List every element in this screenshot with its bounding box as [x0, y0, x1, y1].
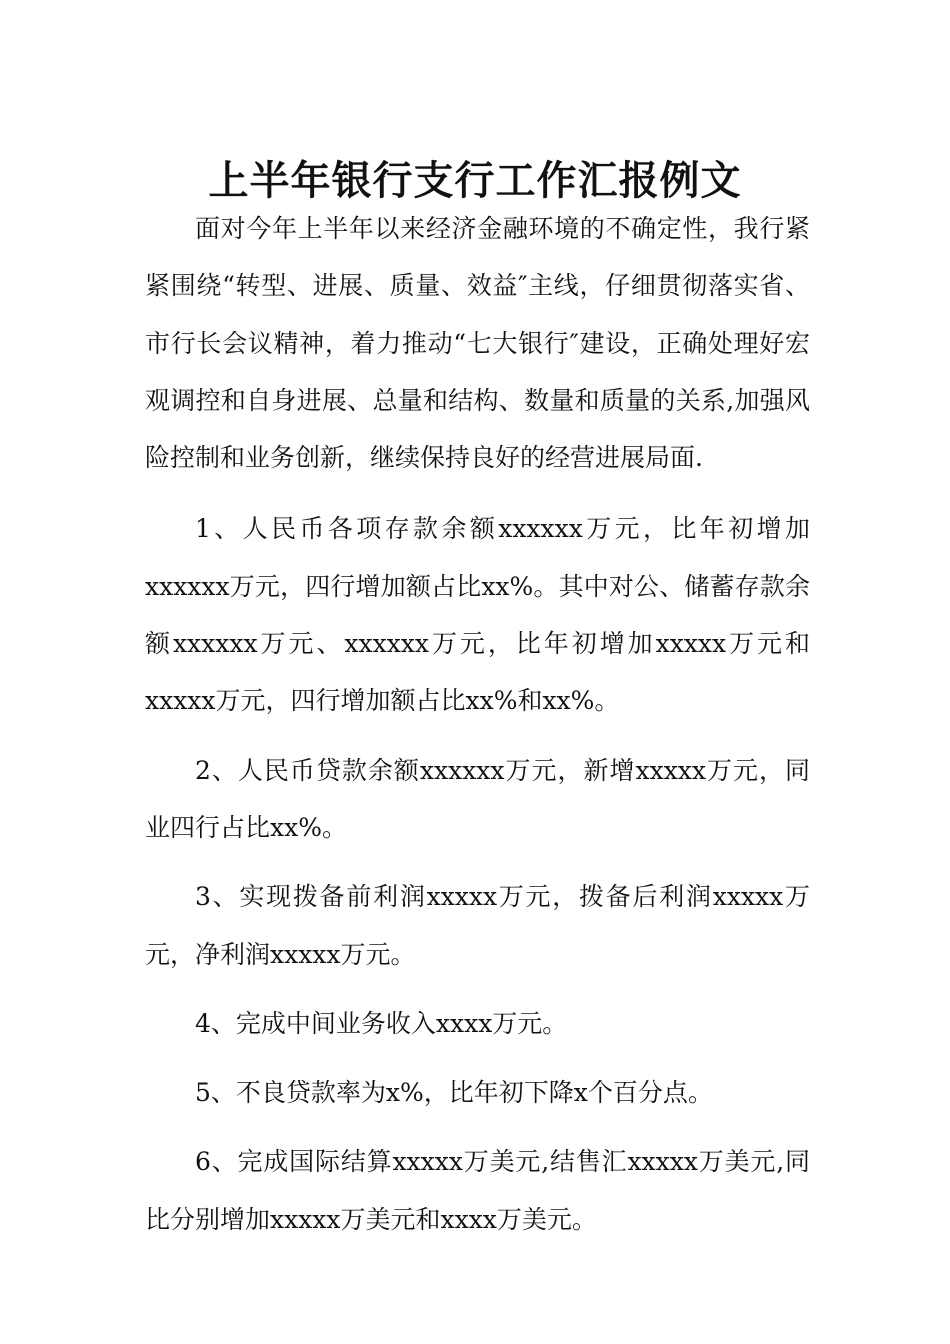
list-item: 6、完成国际结算xxxxx万美元,结售汇xxxxx万美元,同比分别增加xxxxx万美元和xxxx万美元。	[145, 1147, 810, 1234]
document-title: 上半年银行支行工作汇报例文	[208, 156, 742, 204]
list-item: 5、不良贷款率为x%，比年初下降x个百分点。	[195, 1078, 713, 1108]
list-item: 4、完成中间业务收入xxxx万元。	[195, 1008, 568, 1038]
list-item: 1、人民币各项存款余额xxxxxx万元，比年初增加xxxxxx万元，四行增加额占比xx%。其中对公、储蓄存款余额xxxxxx万元、xxxxxx万元，比年初增加xxxxx万元和xxxxx万元，四行增加额占比xx%和xx%。	[145, 514, 810, 716]
list-item: 2、人民币贷款余额xxxxxx万元，新增xxxxx万元，同业四行占比xx%。	[145, 755, 810, 842]
document-body	[145, 200, 810, 1260]
intro-paragraph: 面对今年上半年以来经济金融环境的不确定性，我行紧紧围绕“转型、进展、质量、效益″主线，仔细贯彻落实省、市行长会议精神，着力推动“七大银行″建设，正确处理好宏观调控和自身进展、总量和结构、数量和质量的关系,加强风险控制和业务创新，继续保持良好的经营进展局面.	[145, 214, 810, 473]
list-item: 3、实现拨备前利润xxxxx万元，拨备后利润xxxxx万元，净利润xxxxx万元。	[145, 882, 810, 969]
